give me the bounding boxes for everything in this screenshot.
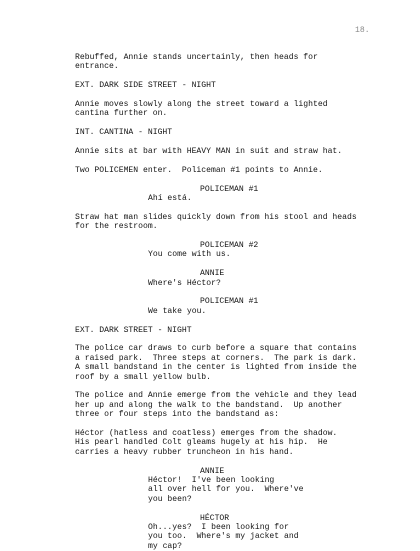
dialogue-line: all over hell for you. Where've: [148, 485, 304, 495]
action-line: The police car draws to curb before a square that contains: [75, 344, 357, 354]
character-name: ANNIE: [200, 466, 225, 476]
character-name: POLICEMAN #1: [200, 297, 259, 307]
action-line: three or four steps into the bandstand as:: [75, 410, 279, 420]
scene-heading: EXT. DARK SIDE STREET - NIGHT: [75, 81, 216, 91]
dialogue-line: Héctor! I've been looking: [148, 476, 275, 485]
action-line: her up and along the walk to the bandstand. Up another: [75, 400, 343, 410]
action-line: carries a heavy rubber truncheon in his hand.: [75, 447, 294, 457]
action-line: His pearl handled Colt gleams hugely at his hip. He: [75, 438, 328, 448]
action-line: Rebuffed, Annie stands uncertainly, then heads for: [75, 53, 318, 62]
action-line: entrance.: [75, 62, 119, 72]
dialogue-line: you been?: [148, 494, 192, 504]
action-line: a raised park. Three steps at corners. The park is dark.: [75, 353, 357, 363]
dialogue-line: We take you.: [148, 306, 207, 316]
character-name: POLICEMAN #2: [200, 241, 259, 250]
scene-heading: INT. CANTINA - NIGHT: [75, 128, 173, 138]
character-name: ANNIE: [200, 269, 225, 279]
action-line: The police and Annie emerge from the vehicle and they lead: [75, 391, 357, 401]
action-line: Straw hat man slides quickly down from his stool and heads: [75, 212, 357, 222]
character-name: HÉCTOR: [200, 513, 230, 523]
action-line: Héctor (hatless and coatless) emerges from the shadow.: [75, 429, 338, 438]
action-line: cantina further on.: [75, 109, 168, 119]
dialogue-line: Where's Héctor?: [148, 278, 221, 288]
dialogue-line: you too. Where's my jacket and: [148, 532, 299, 542]
dialogue-line: Ahí está.: [148, 194, 192, 203]
dialogue-line: my cap?: [148, 541, 182, 551]
action-line: Two POLICEMEN enter. Policeman #1 points to Annie.: [75, 165, 323, 175]
action-line: roof by a small yellow bulb.: [75, 372, 211, 382]
scene-heading: EXT. DARK STREET - NIGHT: [75, 325, 192, 335]
action-line: A small bandstand in the center is lighted from inside the: [75, 363, 357, 373]
dialogue-line: You come with us.: [148, 250, 231, 260]
action-line: Annie moves slowly along the street toward a lighted: [75, 100, 328, 109]
page-number: 18.: [355, 26, 370, 35]
dialogue-line: Oh...yes? I been looking for: [148, 523, 289, 532]
character-name: POLICEMAN #1: [200, 184, 259, 194]
action-line: Annie sits at bar with HEAVY MAN in suit and straw hat.: [75, 147, 343, 156]
action-line: for the restroom.: [75, 222, 158, 232]
